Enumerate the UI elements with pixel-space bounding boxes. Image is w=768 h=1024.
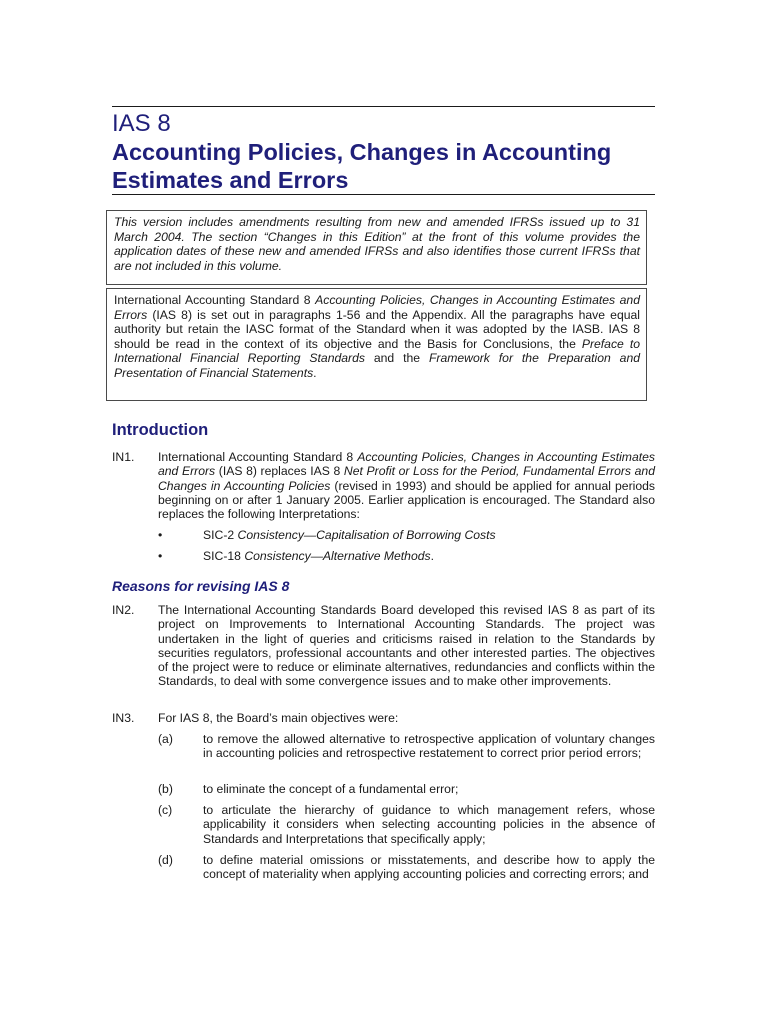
- item-text: to eliminate the concept of a fundamental error;: [203, 782, 459, 796]
- intro-text: (IAS 8) is set out in paragraphs 1-56 and the Appendix. All the paragraphs have equal authority but retain the IASC format of the Standard when it was adopted by the IASB. IAS 8 should be read in the context of its objective and the Basis for Conclusions, the: [114, 307, 640, 351]
- item-label: (d): [158, 853, 173, 867]
- interpretation-name: Consistency—Capitalisation of Borrowing Costs: [237, 528, 496, 542]
- paragraph-number: IN1.: [112, 450, 135, 464]
- list-item: [158, 549, 658, 563]
- list-item: [158, 853, 655, 882]
- item-text: to remove the allowed alternative to retrospective application of voluntary changes in accounting policies and retrospective restatement to correct prior period errors;: [203, 732, 655, 761]
- paragraph-in1: [112, 450, 655, 521]
- top-rule: [112, 106, 655, 107]
- introduction-heading: Introduction: [112, 421, 209, 439]
- interpretation-name: Consistency—Alternative Methods: [244, 549, 431, 563]
- list-item-end: .: [430, 549, 435, 563]
- paragraph-text: For IAS 8, the Board’s main objectives were:: [158, 711, 399, 725]
- intro-preface-title: Preface to International Financial Reporting Standards: [114, 336, 640, 366]
- title-underline: [112, 194, 655, 195]
- paragraph-number: IN3.: [112, 711, 135, 725]
- title-line-2: Estimates and Errors: [112, 167, 349, 193]
- list-item: [158, 803, 655, 846]
- item-text: to articulate the hierarchy of guidance to which management refers, whose applicability it considers when selecting accounting policies in the absence of Standards and Interpretations that specifically apply;: [203, 803, 655, 846]
- standard-code: IAS 8: [112, 110, 171, 137]
- standard-title: Accounting Policies, Changes in Accounting Estimates and Errors: [158, 450, 655, 479]
- paragraph-in2: [112, 603, 655, 689]
- paragraph-text: (revised in 1993) and should be applied for annual periods beginning on or after 1 January 2005. Earlier application is encouraged. The Standard also replaces the following Interpretations:: [158, 478, 655, 522]
- item-label: (a): [158, 732, 173, 746]
- list-item: [158, 732, 655, 761]
- paragraph-in3: [112, 711, 655, 725]
- intro-text: International Accounting Standard 8: [114, 293, 316, 307]
- intro-standard-title: Accounting Policies, Changes in Accounting Estimates and Errors: [114, 293, 640, 322]
- item-label: (b): [158, 782, 173, 796]
- title-line-1: Accounting Policies, Changes in Accounting: [112, 139, 612, 165]
- standard-intro-box: [106, 288, 647, 401]
- paragraph-number: IN2.: [112, 603, 135, 617]
- intro-text: .: [313, 365, 317, 380]
- bullet-icon: •: [158, 549, 163, 563]
- paragraph-text: The International Accounting Standards Board developed this revised IAS 8 as part of its project on Improvements to International Accounting Standards. The project was undertaken in the light of queries and criticisms raised in relation to the Standards by securities regulators, professional accountants and other interested parties. The objectives of the project were to reduce or eliminate alternatives, redundancies and conflicts within the Standards, to deal with some convergence issues and to make other improvements.: [158, 603, 655, 689]
- reasons-heading: Reasons for revising IAS 8: [112, 578, 290, 594]
- paragraph-text: (IAS 8) replaces IAS 8: [215, 464, 344, 479]
- item-label: (c): [158, 803, 173, 817]
- list-item: [158, 782, 655, 796]
- interpretation-code: SIC-2: [203, 528, 238, 542]
- interpretation-code: SIC-18: [203, 549, 245, 563]
- paragraph-text: International Accounting Standard 8: [158, 450, 358, 464]
- intro-text: and the: [364, 351, 429, 366]
- list-item: [158, 528, 658, 542]
- intro-framework-title: Framework for the Preparation and Presentation of Financial Statements: [114, 351, 641, 380]
- page-title: [112, 110, 672, 194]
- bullet-icon: •: [158, 528, 163, 542]
- version-note-box: [106, 210, 647, 285]
- old-standard-title: Net Profit or Loss for the Period, Fundamental Errors and Changes in Accounting Policies: [158, 464, 655, 493]
- version-note-text: This version includes amendments resulting from new and amended IFRSs issued up to 31 March 2004. The section “Changes in this Edition” at the front of this volume provides the application dates of these new and amended IFRSs and also identifies those current IFRSs that are not included in this volume.: [114, 215, 640, 273]
- item-text: to define material omissions or misstatements, and describe how to apply the concept of materiality when applying accounting policies and correcting errors; and: [203, 853, 655, 882]
